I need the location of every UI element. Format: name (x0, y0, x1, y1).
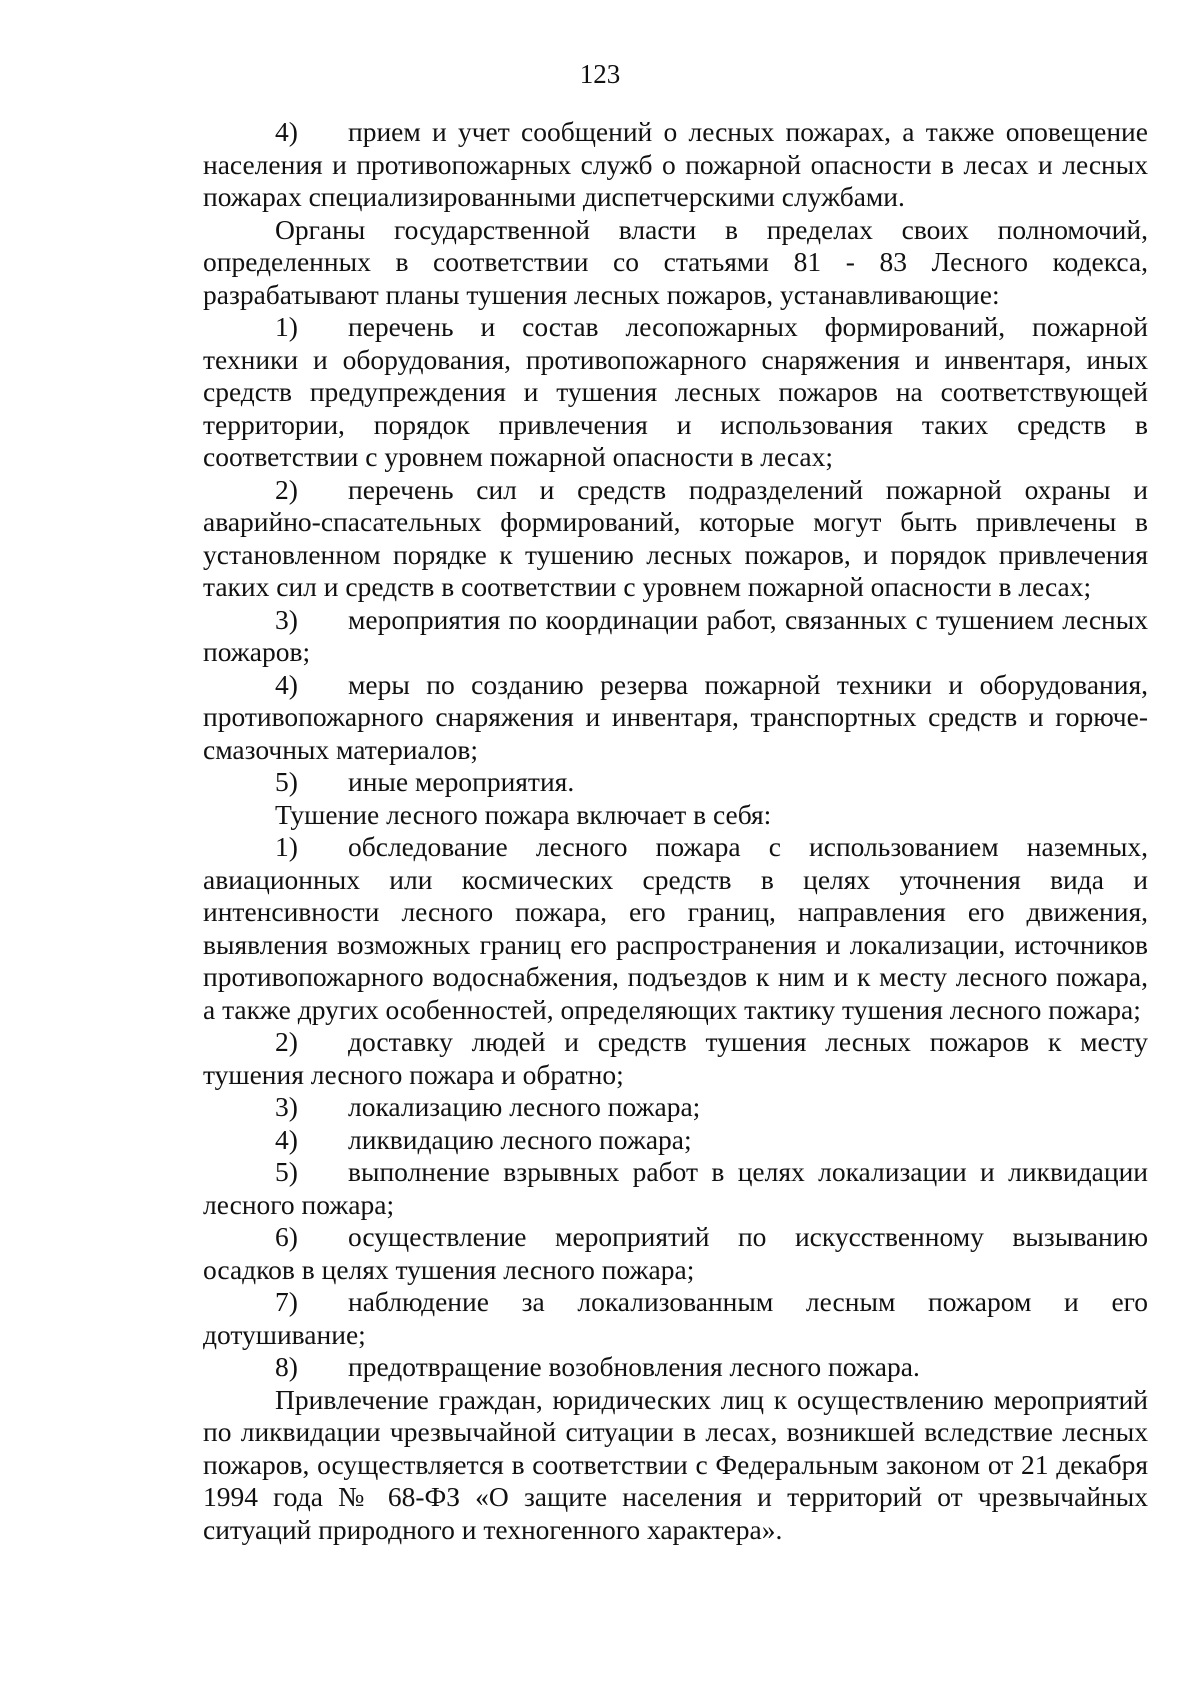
list-item-text: локализацию лесного пожара; (348, 1091, 701, 1122)
list-item (203, 1351, 1148, 1384)
list-item (203, 116, 1148, 214)
list-item-text: обследование лесного пожара с использованием наземных, авиационных или космических средств в целях уточнения вида и интенсивности лесного пожара, его границ, направления его движения, выявления возможных границ его распространения и локализации, источников противопожарного водоснабжения, подъездов к ним и к месту лесного пожара, а также других особенностей, определяющих тактику тушения лесного пожара; (203, 831, 1148, 1025)
list-item-number: 6) (275, 1221, 298, 1252)
paragraph: Органы государственной власти в пределах своих полномочий, определенных в соответствии со статьями 81 - 83 Лесного кодекса, разрабатывают планы тушения лесных пожаров, устанавливающие: (203, 213, 1148, 310)
list-item-text: осуществление мероприятий по искусственному вызыванию осадков в целях тушения лесного пожара; (203, 1221, 1148, 1285)
document-body (203, 116, 1148, 1546)
list-item-text: доставку людей и средств тушения лесных пожаров к месту тушения лесного пожара и обратно; (203, 1026, 1148, 1090)
list-item (203, 831, 1148, 1026)
list-item-number: 4) (275, 668, 298, 700)
list-item (203, 766, 1148, 799)
paragraph: Тушение лесного пожара включает в себя: (275, 798, 772, 830)
list-item-text: выполнение взрывных работ в целях локализации и ликвидации лесного пожара; (203, 1156, 1148, 1220)
list-item (203, 1156, 1148, 1221)
list-item-number: 2) (275, 1026, 298, 1057)
list-item (203, 1026, 1148, 1091)
list-item-text: прием и учет сообщений о лесных пожарах, а также оповещение населения и противопожарных служб о пожарной опасности в лесах и лесных пожарах специализированными диспетчерскими службами. (203, 116, 1148, 212)
list-item (203, 311, 1148, 474)
list-item-text: мероприятия по координации работ, связанных с тушением лесных пожаров; (203, 603, 1148, 667)
list-item-number: 3) (275, 603, 298, 635)
list-item-number: 7) (275, 1286, 298, 1317)
page-number: 123 (579, 59, 621, 89)
list-item (203, 1221, 1148, 1286)
list-item (203, 1091, 1148, 1124)
list-item-text: ликвидацию лесного пожара; (348, 1123, 692, 1155)
list-item-text: предотвращение возобновления лесного пожара. (348, 1351, 920, 1382)
list-item (203, 1286, 1148, 1351)
paragraph: Привлечение граждан, юридических лиц к осуществлению мероприятий по ликвидации чрезвычайной ситуации в лесах, возникшей вследствие лесных пожаров, осуществляется в соответствии с Федеральным законом от 21 декабря 1994 года № 68-ФЗ «О защите населения и территорий от чрезвычайных ситуаций природного и техногенного характера». (203, 1383, 1148, 1545)
list-item (203, 604, 1148, 669)
list-item-number: 2) (275, 473, 298, 505)
list-item-text: наблюдение за локализованным лесным пожаром и его дотушивание; (203, 1286, 1148, 1350)
list-item-text: иные мероприятия. (348, 766, 575, 797)
list-item-number: 8) (275, 1351, 298, 1382)
list-item-number: 4) (275, 116, 298, 147)
list-item-number: 5) (275, 766, 298, 797)
list-item-text: меры по созданию резерва пожарной техники и оборудования, противопожарного снаряжения и инвентаря, транспортных средств и горюче-смазочных материалов; (203, 668, 1148, 765)
list-item (203, 474, 1148, 604)
list-item-number: 3) (275, 1091, 298, 1122)
list-item-number: 4) (275, 1123, 298, 1155)
list-item-number: 5) (275, 1156, 298, 1187)
list-item-number: 1) (275, 831, 298, 862)
list-item-number: 1) (275, 311, 298, 342)
list-item (203, 669, 1148, 767)
list-item (203, 1124, 1148, 1157)
list-item-text: перечень сил и средств подразделений пожарной охраны и аварийно-спасательных формирований, которые могут быть привлечены в установленном порядке к тушению лесных пожаров, и порядок привлечения таких сил и средств в соответствии с уровнем пожарной опасности в лесах; (203, 473, 1148, 602)
list-item-text: перечень и состав лесопожарных формирований, пожарной техники и оборудования, противопожарного снаряжения и инвентаря, иных средств предупреждения и тушения лесных пожаров на соответствующей территории, порядок привлечения и использования таких средств в соответствии с уровнем пожарной опасности в лесах; (203, 311, 1148, 472)
